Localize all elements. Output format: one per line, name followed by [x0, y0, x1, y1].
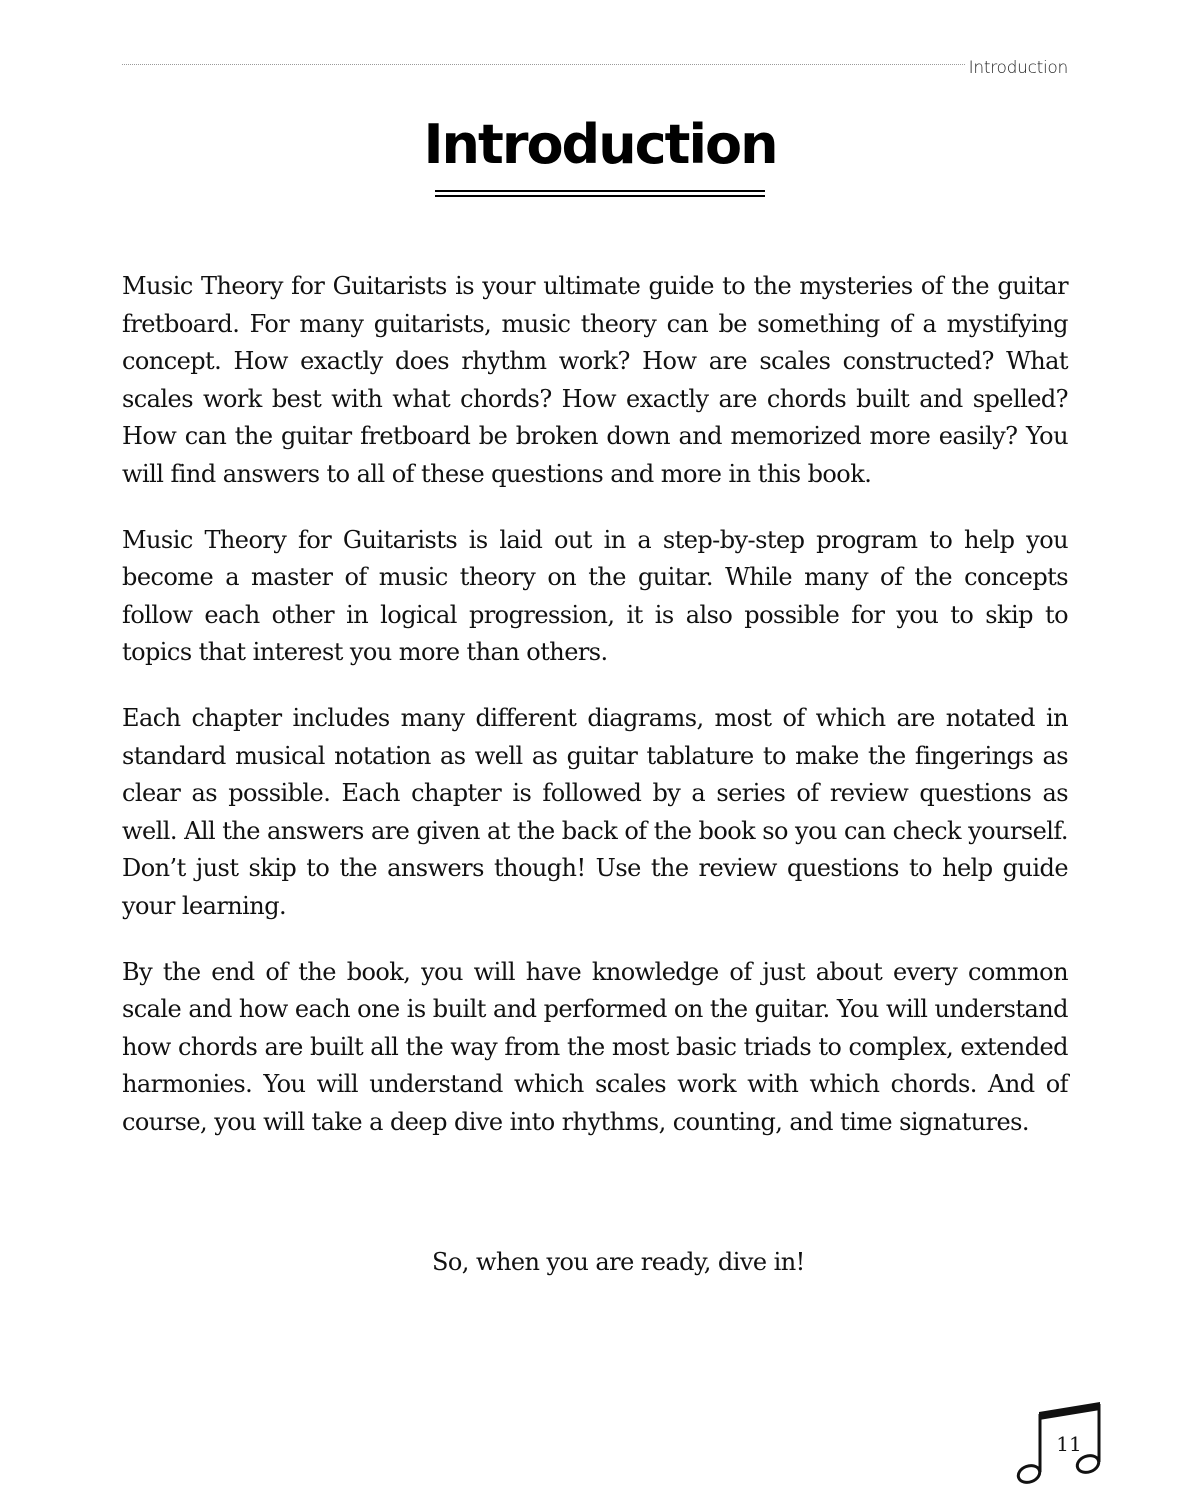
paragraph: By the end of the book, you will have knowledge of just about every common scale and how each one is built and performed on the guitar. You will understand how chords are built all the way from the most basic triads to complex, extended harmonies. You will understand which scales work with which chords. And of course, you will take a deep dive into rhythms, counting, and time signatures. [122, 957, 1068, 1136]
paragraph: Music Theory for Guitarists is your ultimate guide to the mysteries of the guitar fretboard. For many guitarists, music theory can be something of a mystifying concept. How exactly does rhythm work? How are scales constructed? What scales work best with what chords? How exactly are chords built and spelled? How can the guitar fretboard be broken down and memorized more easily? You will find answers to all of these questions and more in this book. [122, 272, 1068, 488]
title-double-underline [435, 190, 765, 197]
header-dotted-rule [122, 64, 965, 65]
page-number: 11 [1056, 1432, 1082, 1456]
page-title: Introduction [423, 113, 777, 176]
running-header [122, 56, 1068, 80]
paragraph: Each chapter includes many different diagrams, most of which are notated in standard musical notation as well as guitar tablature to make the fingerings as clear as possible. Each chapter is followed by a series of review questions as well. All the answers are given at the back of the book so you can check yourself. Don’t just skip to the answers though! Use the review questions to help guide your learning. [122, 703, 1068, 920]
paragraph: Music Theory for Guitarists is laid out in a step-by-step program to help you become a master of music theory on the guitar. While many of the concepts follow each other in logical progression, it is also possible for you to skip to topics that interest you more than others. [122, 525, 1068, 667]
closing-line: So, when you are ready, dive in! [432, 1248, 805, 1276]
running-header-title: Introduction [968, 58, 1068, 78]
body-text [122, 268, 1068, 1169]
title-block [0, 112, 1200, 197]
